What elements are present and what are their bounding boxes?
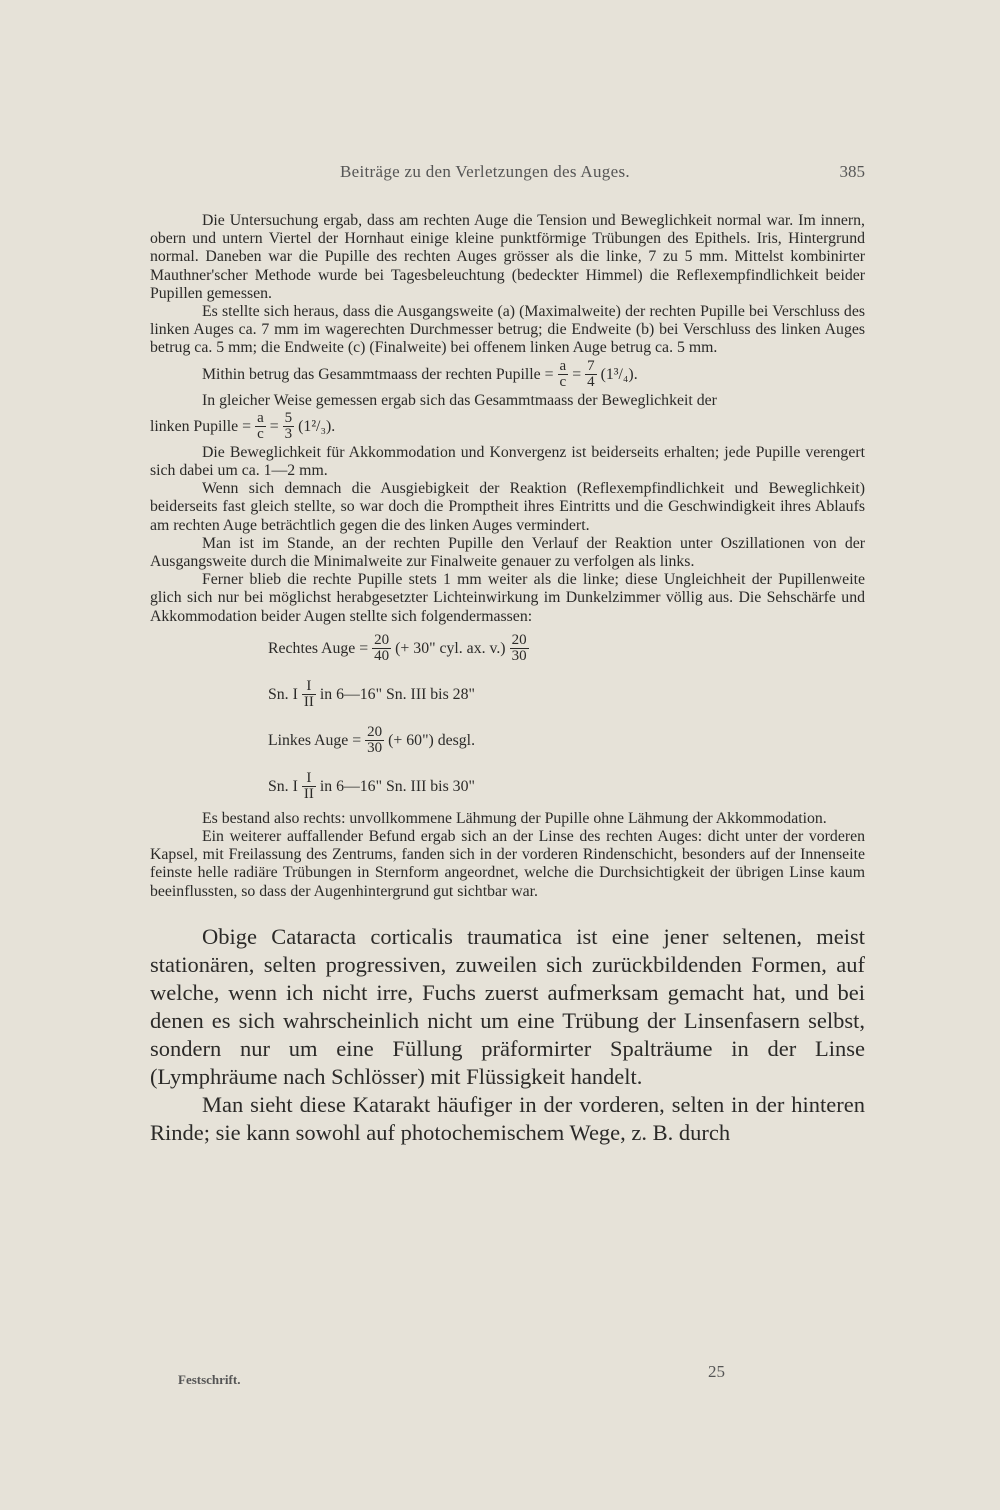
fraction-a-over-c-left: $\frac{a}{c}$: [257, 410, 264, 443]
running-header: [150, 162, 865, 186]
paragraph-pupil-widths: Es stellte sich heraus, dass die Ausgangsweite (a) (Maximalweite) der rechten Pupille bei Verschluss des linken Auges ca. 7 mm im wagerechten Durchmesser betrug; die Endweite (b) bei Verschluss des linken Auges betrug ca. 5 mm; die Endweite (c) (Finalweite) bei offenem linken Auge betrug ca. 5 mm.: [150, 303, 865, 357]
running-title: Beiträge zu den Verletzungen des Auges.: [340, 162, 630, 181]
equation-left-pupil: linken Pupille = $\frac{a}{c}$ = $\frac{5}{3}$ (1²/₃).: [150, 410, 336, 443]
paragraph-examination: Die Untersuchung ergab, dass am rechten Auge die Tension und Beweglichkeit normal war. Im innern, obern und untern Viertel der Hornhaut einige kleine punktförmige Trübungen des Epithels. Iris, Hintergrund normal. Daneben war die Pupille des rechten Auges grösser als die linke, 7 zu 5 mm. Mittelst kombinirter Mauthner'scher Methode wurde bei Tagesbeleuchtung (bedeckter Himmel) die Reflexempfindlichkeit beider Pupillen gemessen.: [150, 212, 865, 302]
paragraph-cataracta: Obige Cataracta corticalis traumatica ist eine jener seltenen, meist stationären, selten progressiven, zuweilen sich zurückbildenden Formen, auf welche, wenn ich nicht irre, Fuchs zuerst aufmerksam gemacht hat, und bei denen es sich wahrscheinlich nicht um eine Trübung der Linsenfasern selbst, sondern nur um eine Füllung präformirter Spalträume in der Linse (Lymphräume nach Schlösser) mit Flüssigkeit handelt.: [150, 923, 865, 1089]
paragraph-reaction: Wenn sich demnach die Ausgiebigkeit der Reaktion (Reflexempfindlichkeit und Beweglichkeit) beiderseits fast gleich stellte, so war doch die Promptheit ihres Eintritts und die Geschwindigkeit ihres Ablaufs am rechten Auge beträchtlich gegen die des linken Auges vermindert.: [150, 480, 865, 534]
paragraph-lens-finding: Ein weiterer auffallender Befund ergab sich an der Linse des rechten Auges: dicht unter der vorderen Kapsel, mit Freilassung des Zentrums, fanden sich in der vorderen Rindenschicht, besonders auf der Innenseite feinste helle radiäre Trübungen in Sternform angeordnet, welche die Durchsichtigkeit der übrigen Linse kaum beeinflussten, so dass der Augenhintergrund gut sichtbar war.: [150, 828, 865, 900]
paragraph-conclusion: Es bestand also rechts: unvollkommene Lähmung der Pupille ohne Lähmung der Akkommodation.: [202, 809, 827, 827]
measure-left-reading: Sn. I $\frac{I}{II}$ in 6—16" Sn. III bis 30": [268, 770, 475, 803]
equation-right-text: Mithin betrug das Gesammtmaass der rechten Pupille =: [202, 365, 554, 383]
paragraph-accommodation: Die Beweglichkeit für Akkommodation und Konvergenz ist beiderseits erhalten; jede Pupille verengert sich dabei um ca. 1—2 mm.: [150, 443, 865, 480]
measure-right-reading: Sn. I $\frac{I}{II}$ in 6—16" Sn. III bis 28": [268, 678, 475, 711]
fraction-7-over-4: $\frac{7}{4}$: [587, 358, 595, 391]
page-footer: [178, 1362, 868, 1398]
paragraph-same-method: In gleicher Weise gemessen ergab sich das Gesammtmaass der Beweglichkeit der: [202, 391, 717, 409]
page-number: 385: [839, 162, 865, 181]
measure-left-eye: Linkes Auge = $\frac{20}{30}$ (+ 60") desgl.: [268, 724, 476, 757]
paragraph-katarakt: Man sieht diese Katarakt häufiger in der vorderen, selten in der hinteren Rinde; sie kann sowohl auf photochemischem Wege, z. B. durch: [150, 1091, 865, 1145]
fraction-5-over-3: $\frac{5}{3}$: [284, 410, 293, 443]
measurement-block: [150, 626, 865, 810]
footer-festschrift: Festschrift.: [178, 1372, 241, 1387]
measure-right-eye: Rechtes Auge = $\frac{20}{40}$ (+ 30" cyl. ax. v.) $\frac{20}{30}$: [268, 632, 527, 665]
paragraph-visual-acuity: Ferner blieb die rechte Pupille stets 1 mm weiter als die linke; diese Ungleichheit der Pupillenweite glich sich nur bei möglichst herabgesetzter Lichteinwirkung im Dunkelzimmer völlig aus. Die Sehschärfe und Akkommodation beider Augen stellte sich folgendermassen:: [150, 571, 865, 625]
paragraph-oscillations: Man ist im Stande, an der rechten Pupille den Verlauf der Reaktion unter Oszillationen von der Ausgangsweite durch die Minimalweite zur Finalweite genauer zu verfolgen als links.: [150, 534, 865, 571]
page-body: [150, 212, 865, 1147]
equation-right-pupil: Mithin betrug das Gesammtmaass der rechten Pupille = $\frac{a}{c}$ = $\frac{7}{4}$ (1³/₄).: [202, 358, 638, 391]
signature-mark: 25: [708, 1362, 725, 1381]
fraction-a-over-c: $\frac{a}{c}$: [559, 358, 567, 391]
equation-left-text: linken Pupille =: [150, 417, 252, 435]
